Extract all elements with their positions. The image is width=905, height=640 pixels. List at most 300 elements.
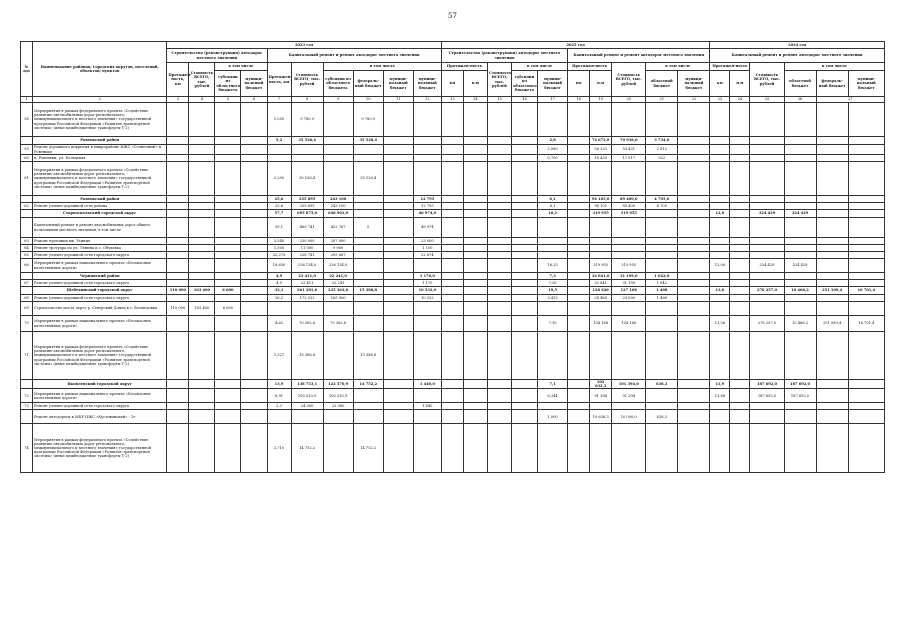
cell-col-19: 18 439 xyxy=(590,155,612,162)
cell-col-28 xyxy=(848,210,884,218)
cell-col-25 xyxy=(750,137,784,145)
header-build-b: Строительство (реконструкция) автодорог местного значения xyxy=(441,49,567,63)
cell-col-24 xyxy=(730,245,750,252)
cell-col-14 xyxy=(463,155,487,162)
cell-col-9 xyxy=(323,410,353,424)
cell-col-15 xyxy=(487,259,511,273)
cell-col-18 xyxy=(568,252,590,259)
cell-col-8: 228 741 xyxy=(291,252,323,259)
cell-col-7: 57,7 xyxy=(267,210,291,218)
cell-col-22 xyxy=(678,210,710,218)
cell-col-15 xyxy=(487,287,511,295)
cell-col-26 xyxy=(784,245,816,252)
table-row xyxy=(21,103,885,137)
cell-col-24 xyxy=(730,287,750,295)
cell-col-13 xyxy=(441,410,463,424)
cell-col-11 xyxy=(383,287,413,295)
header-year-2025: 2025 год xyxy=(441,42,710,49)
cell-col-5: 6 600 xyxy=(215,302,241,316)
cell-col-8: 100 010,9 xyxy=(291,389,323,403)
header-mun: муници-пальный бюджет xyxy=(848,71,884,97)
row-name: Мероприятия в рамках федерального проекта «Содействие развитию автомобильных дорог регионального, межмуниципального и местного значения» государственной программы Российской Федерации «Развитие транспортной системы» (иные межбюджетные трансферты Т-2) xyxy=(33,332,167,380)
cell-col-27 xyxy=(816,424,848,473)
cell-col-23 xyxy=(710,252,730,259)
cell-col-21 xyxy=(646,252,678,259)
cell-col-14 xyxy=(463,259,487,273)
cell-col-20: 101 394,0 xyxy=(612,380,646,389)
cell-col-16 xyxy=(512,218,538,238)
cell-col-11 xyxy=(383,196,413,203)
cell-col-17: 19,5 xyxy=(538,287,568,295)
cell-col-14 xyxy=(463,273,487,280)
row-number: 71 xyxy=(21,332,33,380)
cell-col-3 xyxy=(167,252,189,259)
cell-col-8: 138 753,1 xyxy=(291,380,323,389)
row-number xyxy=(21,210,33,218)
cell-col-22 xyxy=(678,103,710,137)
cell-col-18 xyxy=(568,280,590,287)
cell-col-15 xyxy=(487,424,511,473)
cell-col-19 xyxy=(590,302,612,316)
cell-col-20: 70 938,0 xyxy=(612,137,646,145)
cell-col-24 xyxy=(730,203,750,210)
column-number: 13 xyxy=(441,97,463,103)
cell-col-9: 22 241 xyxy=(323,280,353,287)
cell-col-23 xyxy=(710,332,730,380)
cell-col-4 xyxy=(189,332,215,380)
cell-col-26 xyxy=(784,218,816,238)
cell-col-28 xyxy=(848,103,884,137)
cell-col-18 xyxy=(568,145,590,155)
cell-col-7: 26,2 xyxy=(267,295,291,302)
cell-col-28 xyxy=(848,410,884,424)
cell-col-28 xyxy=(848,273,884,280)
cell-col-7: 4,9 xyxy=(267,273,291,280)
cell-col-24 xyxy=(730,389,750,403)
cell-col-19 xyxy=(590,403,612,410)
cell-col-20: 89 400,0 xyxy=(612,196,646,203)
cell-col-7 xyxy=(267,302,291,316)
cell-col-28 xyxy=(848,252,884,259)
cell-col-14 xyxy=(463,424,487,473)
row-number: 64 xyxy=(21,245,33,252)
cell-col-6 xyxy=(241,103,267,137)
cell-col-18 xyxy=(568,203,590,210)
cell-col-4 xyxy=(189,295,215,302)
header-cost: Стоимость ВСЕГО, тыс. рублей xyxy=(612,63,646,97)
cell-col-27 xyxy=(816,280,848,287)
column-number: 9 xyxy=(323,97,353,103)
cell-col-16 xyxy=(512,196,538,203)
cell-col-19: 24 468 xyxy=(590,295,612,302)
cell-col-4 xyxy=(189,210,215,218)
row-name: Ремонт улично-дорожной сети городского округа xyxy=(33,252,167,259)
cell-col-24 xyxy=(730,424,750,473)
cell-col-13 xyxy=(441,145,463,155)
cell-col-13 xyxy=(441,259,463,273)
cell-col-26 xyxy=(784,103,816,137)
cell-col-15 xyxy=(487,203,511,210)
cell-col-8: 35 528,4 xyxy=(291,137,323,145)
cell-col-18 xyxy=(568,332,590,380)
cell-col-9: 226 134,0 xyxy=(323,259,353,273)
cell-col-8 xyxy=(291,145,323,155)
cell-col-25: 324 429 xyxy=(750,259,784,273)
cell-col-11 xyxy=(383,316,413,332)
cell-col-26 xyxy=(784,302,816,316)
cell-col-21: 1 468 xyxy=(646,287,678,295)
cell-col-15 xyxy=(487,380,511,389)
cell-col-6 xyxy=(241,145,267,155)
cell-col-15 xyxy=(487,103,511,137)
cell-col-14 xyxy=(463,218,487,238)
row-name: Ремонт улично-дорожной сети городского округа xyxy=(33,295,167,302)
header-cost: Стоимость ВСЕГО, тыс. рублей xyxy=(750,63,784,97)
cell-col-14 xyxy=(463,196,487,203)
cell-col-20 xyxy=(612,218,646,238)
cell-col-24 xyxy=(730,155,750,162)
cell-col-12 xyxy=(413,137,441,145)
cell-col-26 xyxy=(784,238,816,245)
cell-col-18 xyxy=(568,162,590,196)
cell-col-26 xyxy=(784,424,816,473)
cell-col-8: 469 741 xyxy=(291,218,323,238)
column-number: 27 xyxy=(816,97,884,103)
cell-col-3 xyxy=(167,210,189,218)
header-fed: федераль-ный бюджет xyxy=(353,71,383,97)
cell-col-12 xyxy=(413,259,441,273)
cell-col-13 xyxy=(441,103,463,137)
cell-col-17: 2,8 xyxy=(538,137,568,145)
cell-col-13 xyxy=(441,137,463,145)
cell-col-18 xyxy=(568,259,590,273)
cell-col-17: 6,1 xyxy=(538,203,568,210)
cell-col-24 xyxy=(730,273,750,280)
cell-col-7: 2,3 xyxy=(267,403,291,410)
cell-col-4: 103 400 xyxy=(189,302,215,316)
cell-col-15 xyxy=(487,218,511,238)
cell-col-4: 103 400 xyxy=(189,287,215,295)
row-name: Строительство моста через р. Северский Донец в с. Безлюдовка xyxy=(33,302,167,316)
cell-col-25 xyxy=(750,103,784,137)
cell-col-24 xyxy=(730,295,750,302)
row-number: 61 xyxy=(21,162,33,196)
cell-col-21: 4 705 xyxy=(646,203,678,210)
cell-col-7: 1,327 xyxy=(267,332,291,380)
cell-col-25 xyxy=(750,273,784,280)
cell-col-21: 2 812 xyxy=(646,145,678,155)
row-number: 67 xyxy=(21,280,33,287)
cell-col-27 xyxy=(816,218,848,238)
row-name: Мероприятия в рамках федерального проекта «Содействие развитию автомобильных дорог регионального, межмуниципального и местного значения» государственной программы Российской Федерации «Развитие транспортной системы» (иные межбюджетные трансферты Т-2) xyxy=(33,103,167,137)
roads-program-table xyxy=(20,41,885,473)
cell-col-7: 5,2 xyxy=(267,137,291,145)
cell-col-23 xyxy=(710,302,730,316)
cell-col-4 xyxy=(189,145,215,155)
cell-col-7: 25,6 xyxy=(267,196,291,203)
cell-col-28 xyxy=(848,137,884,145)
cell-col-20: 23 000 xyxy=(612,295,646,302)
cell-col-6 xyxy=(241,245,267,252)
cell-col-6 xyxy=(241,403,267,410)
cell-col-20: 127 168 xyxy=(612,287,646,295)
cell-col-28 xyxy=(848,280,884,287)
column-number: 24 xyxy=(730,97,750,103)
header-cost-b: Стоимость ВСЕГО, тыс. рублей xyxy=(487,63,511,97)
cell-col-8: 15 386,8 xyxy=(291,332,323,380)
cell-col-13 xyxy=(441,273,463,280)
cell-col-17: 7,3 xyxy=(538,273,568,280)
cell-col-28 xyxy=(848,145,884,155)
header-len: Протяжен-ность, км xyxy=(267,63,291,97)
cell-col-15 xyxy=(487,295,511,302)
cell-col-12 xyxy=(413,410,441,424)
column-number: 19 xyxy=(590,97,612,103)
cell-col-27 xyxy=(816,203,848,210)
cell-col-3 xyxy=(167,162,189,196)
cell-col-19 xyxy=(590,252,612,259)
cell-col-6 xyxy=(241,280,267,287)
column-number: 8 xyxy=(291,97,323,103)
cell-col-19 xyxy=(590,424,612,473)
cell-col-19: 319 955 xyxy=(590,210,612,218)
cell-col-14 xyxy=(463,410,487,424)
row-name: п. Ровеньки, ул. Кольцевая xyxy=(33,155,167,162)
cell-col-24 xyxy=(730,103,750,137)
cell-col-5: 6 600 xyxy=(215,287,241,295)
cell-col-27 xyxy=(816,410,848,424)
cell-col-4 xyxy=(189,259,215,273)
cell-col-8: 35 528,4 xyxy=(291,162,323,196)
cell-col-17: 1,000 xyxy=(538,410,568,424)
header-year-2023: 2023 год xyxy=(167,42,442,49)
cell-col-26: 10 466,2 xyxy=(784,287,816,295)
cell-col-11 xyxy=(383,259,413,273)
header-subs-reg: субсидии из областного бюджета xyxy=(323,71,353,97)
cell-col-15 xyxy=(487,302,511,316)
row-number xyxy=(21,218,33,238)
cell-col-4 xyxy=(189,389,215,403)
cell-col-6 xyxy=(241,155,267,162)
cell-col-12: 1 170 xyxy=(413,280,441,287)
cell-col-13 xyxy=(441,196,463,203)
header-subs-reg: субсидии из областного бюджета xyxy=(215,71,241,97)
cell-col-15 xyxy=(487,137,511,145)
cell-col-3 xyxy=(167,218,189,238)
cell-col-27 xyxy=(816,155,848,162)
cell-col-25: 187 692,0 xyxy=(750,380,784,389)
cell-col-15 xyxy=(487,389,511,403)
cell-col-15 xyxy=(487,196,511,203)
header-repair-b: Капитальный ремонт и ремонт автодорог местного значения xyxy=(568,49,710,63)
cell-col-21 xyxy=(646,245,678,252)
cell-col-3: 110 000 xyxy=(167,302,189,316)
cell-col-4 xyxy=(189,410,215,424)
cell-col-18 xyxy=(568,245,590,252)
cell-col-5 xyxy=(215,410,241,424)
table-row xyxy=(21,252,885,259)
cell-col-27 xyxy=(816,389,848,403)
cell-col-13 xyxy=(441,302,463,316)
row-name: Мероприятия в рамках национального проекта «Безопасные качественные дороги» xyxy=(33,316,167,332)
cell-col-4 xyxy=(189,280,215,287)
cell-col-11 xyxy=(383,273,413,280)
cell-col-17: 3,413 xyxy=(538,295,568,302)
cell-col-21 xyxy=(646,238,678,245)
cell-col-13 xyxy=(441,238,463,245)
cell-col-8: 261 281,6 xyxy=(291,287,323,295)
cell-col-9: 235 363,6 xyxy=(323,287,353,295)
cell-col-7: 2,710 xyxy=(267,424,291,473)
cell-col-5 xyxy=(215,210,241,218)
cell-col-8: 24 000 xyxy=(291,403,323,410)
row-number xyxy=(21,287,33,295)
cell-col-7 xyxy=(267,145,291,155)
cell-col-10 xyxy=(353,155,383,162)
cell-col-10 xyxy=(353,302,383,316)
cell-col-3 xyxy=(167,403,189,410)
header-mun: муници-пальный бюджет xyxy=(241,71,267,97)
table-row xyxy=(21,332,885,380)
row-name: Ремонт улично-дорожной сети городского округа xyxy=(33,403,167,410)
row-name: Мероприятия в рамках федерального проекта «Содействие развитию автомобильных дорог регионального, межмуниципального и местного значения» государственной программы Российской Федерации «Развитие транспортной системы» (иные межбюджетные трансферты Т-2) xyxy=(33,424,167,473)
cell-col-26 xyxy=(784,196,816,203)
cell-col-10 xyxy=(353,403,383,410)
cell-col-7: 1,050 xyxy=(267,103,291,137)
cell-col-13 xyxy=(441,203,463,210)
cell-col-10 xyxy=(353,238,383,245)
cell-col-25: 278 257,0 xyxy=(750,287,784,295)
cell-col-12 xyxy=(413,103,441,137)
cell-col-19: 94 105,0 xyxy=(590,196,612,203)
cell-col-13 xyxy=(441,403,463,410)
cell-col-24 xyxy=(730,280,750,287)
cell-col-11 xyxy=(383,203,413,210)
cell-col-20: 319 955 xyxy=(612,210,646,218)
cell-col-3 xyxy=(167,316,189,332)
cell-col-26 xyxy=(784,410,816,424)
cell-col-28: 16 701,4 xyxy=(848,287,884,295)
cell-col-8: 255 895 xyxy=(291,196,323,203)
cell-col-5 xyxy=(215,380,241,389)
cell-col-25: 324 429 xyxy=(750,210,784,218)
cell-col-22 xyxy=(678,196,710,203)
cell-col-11 xyxy=(383,302,413,316)
cell-col-18 xyxy=(568,302,590,316)
cell-col-14 xyxy=(463,203,487,210)
cell-col-22 xyxy=(678,245,710,252)
cell-col-28 xyxy=(848,302,884,316)
cell-col-17 xyxy=(538,302,568,316)
cell-col-12: 46 974,0 xyxy=(413,210,441,218)
cell-col-26 xyxy=(784,403,816,410)
cell-col-4 xyxy=(189,203,215,210)
cell-col-10: 14 752,2 xyxy=(353,380,383,389)
cell-col-15 xyxy=(487,162,511,196)
cell-col-16 xyxy=(512,410,538,424)
cell-col-21 xyxy=(646,162,678,196)
cell-col-22 xyxy=(678,203,710,210)
cell-col-20 xyxy=(612,238,646,245)
cell-col-23 xyxy=(710,238,730,245)
header-len2: Протяжен-ность xyxy=(710,63,750,71)
column-number: 7 xyxy=(267,97,291,103)
cell-col-6 xyxy=(241,332,267,380)
cell-col-20: 10 000,0 xyxy=(612,410,646,424)
cell-col-6 xyxy=(241,287,267,295)
cell-col-11 xyxy=(383,424,413,473)
cell-col-19 xyxy=(590,245,612,252)
cell-col-28 xyxy=(848,245,884,252)
cell-col-8: 9 780,9 xyxy=(291,103,323,137)
cell-col-7 xyxy=(267,155,291,162)
cell-col-23: 12,0 xyxy=(710,210,730,218)
table-row xyxy=(21,245,885,252)
cell-col-7: 39,1 xyxy=(267,218,291,238)
cell-col-21 xyxy=(646,259,678,273)
table-row xyxy=(21,203,885,210)
cell-col-17 xyxy=(538,218,568,238)
cell-col-14 xyxy=(463,287,487,295)
cell-col-16 xyxy=(512,259,538,273)
cell-col-14 xyxy=(463,302,487,316)
cell-col-21: 638,3 xyxy=(646,410,678,424)
cell-col-14 xyxy=(463,316,487,332)
cell-col-9: 100 010,9 xyxy=(323,389,353,403)
cell-col-6 xyxy=(241,259,267,273)
cell-col-20: 31 199 xyxy=(612,280,646,287)
cell-col-5 xyxy=(215,403,241,410)
cell-col-17: 6,344 xyxy=(538,389,568,403)
cell-col-18 xyxy=(568,196,590,203)
column-number: 18 xyxy=(568,97,590,103)
cell-col-15 xyxy=(487,155,511,162)
cell-col-17: 7,30 xyxy=(538,280,568,287)
cell-col-9 xyxy=(323,103,353,137)
row-number xyxy=(21,137,33,145)
row-number: 72 xyxy=(21,389,33,403)
region-row xyxy=(21,380,885,389)
cell-col-11 xyxy=(383,295,413,302)
header-len: Протяжен-ность, км xyxy=(167,63,189,97)
cell-col-10 xyxy=(353,210,383,218)
cell-col-10 xyxy=(353,145,383,155)
cell-col-11 xyxy=(383,210,413,218)
cell-col-14 xyxy=(463,245,487,252)
cell-col-4 xyxy=(189,103,215,137)
cell-col-14 xyxy=(463,252,487,259)
cell-col-23: 13,88 xyxy=(710,389,730,403)
cell-col-23: 13,6 xyxy=(710,287,730,295)
cell-col-11 xyxy=(383,380,413,389)
cell-col-15 xyxy=(487,238,511,245)
cell-col-17 xyxy=(538,245,568,252)
cell-col-21 xyxy=(646,424,678,473)
cell-col-26 xyxy=(784,145,816,155)
header-mun: муници-пальный бюджет xyxy=(383,71,413,97)
cell-col-18 xyxy=(568,403,590,410)
row-number: 62 xyxy=(21,203,33,210)
cell-col-26 xyxy=(784,273,816,280)
cell-col-16 xyxy=(512,316,538,332)
cell-col-3 xyxy=(167,389,189,403)
column-number: 12 xyxy=(413,97,441,103)
cell-col-5 xyxy=(215,245,241,252)
cell-col-28 xyxy=(848,155,884,162)
table-row xyxy=(21,295,885,302)
cell-col-7: 8,91 xyxy=(267,389,291,403)
cell-col-22 xyxy=(678,155,710,162)
